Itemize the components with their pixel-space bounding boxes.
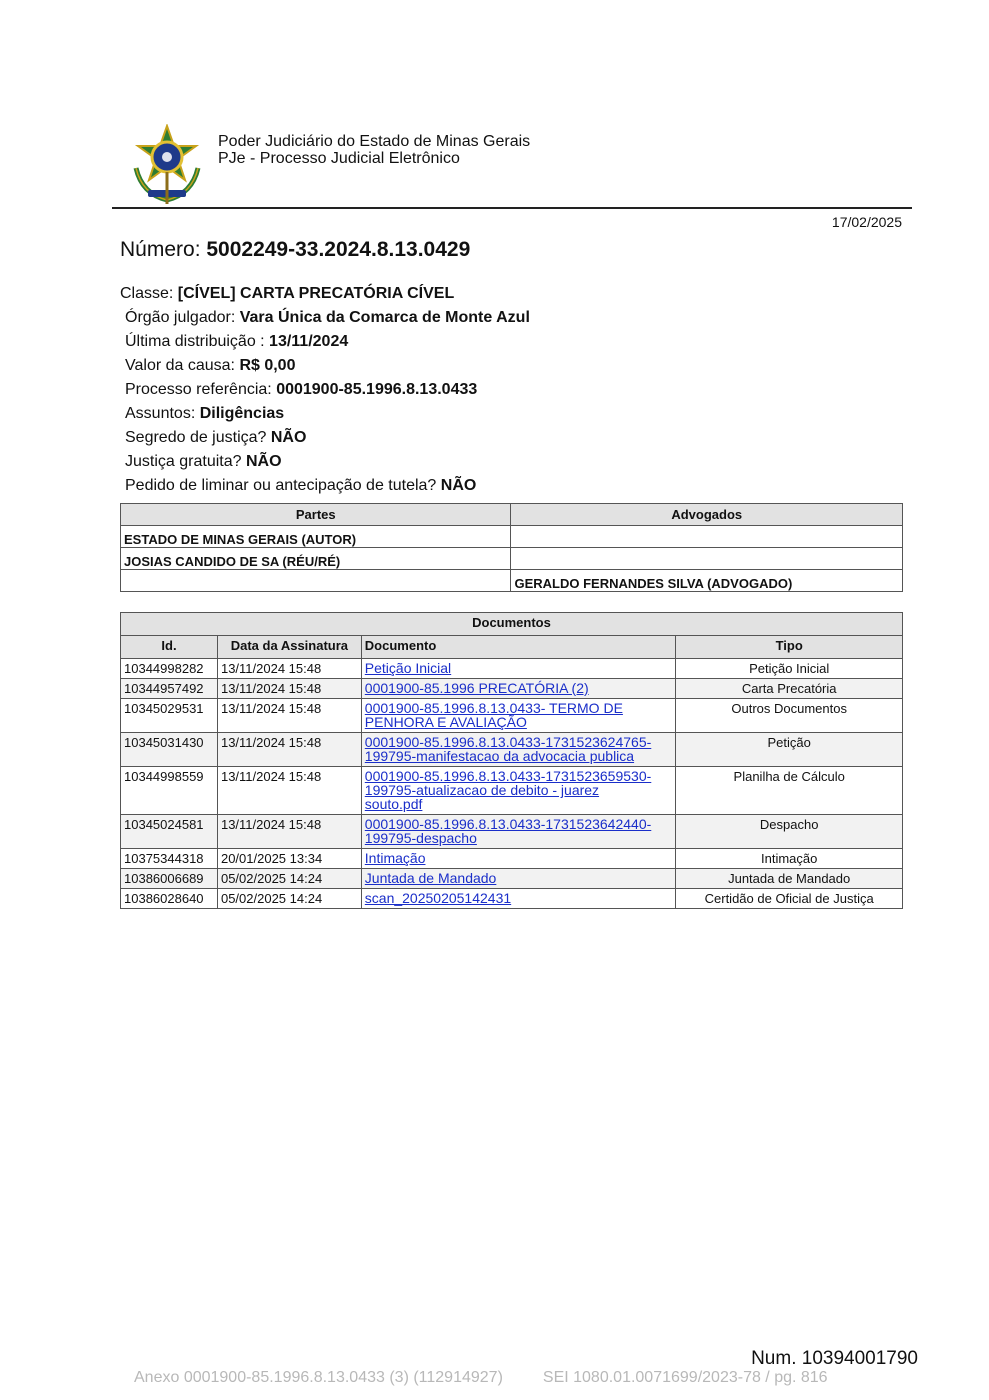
document-link-line: 0001900-85.1996.8.13.0433-1731523659530- (364, 768, 652, 784)
field-classe (120, 283, 530, 307)
field-processo-referencia (120, 379, 530, 403)
document-link[interactable] (365, 769, 652, 811)
parties-header-row (121, 504, 903, 526)
lawyer-cell: GERALDO FERNANDES SILVA (ADVOGADO) (511, 570, 903, 592)
document-link-line: 199795-manifestacao da advocacia publica (364, 748, 635, 764)
field-label: Última distribuição : (125, 333, 270, 350)
document-link-line: 199795-atualizacao de debito - juarez (364, 782, 600, 798)
field-label: Segredo de justiça? (125, 429, 271, 446)
field-label: Pedido de liminar ou antecipação de tutela? (125, 477, 441, 494)
lawyer-cell (511, 548, 903, 570)
document-link-cell (361, 889, 676, 909)
document-link[interactable] (365, 735, 652, 763)
parties-header: Partes (121, 504, 511, 526)
header-divider (112, 207, 912, 209)
field-value: Diligências (199, 405, 285, 422)
signature-date-cell: 13/11/2024 15:48 (217, 659, 361, 679)
document-link-cell (361, 767, 676, 815)
field-value: Vara Única da Comarca de Monte Azul (239, 309, 530, 326)
table-row (121, 570, 903, 592)
document-link[interactable] (365, 851, 426, 865)
document-link-cell (361, 679, 676, 699)
field-justica-gratuita (120, 451, 530, 475)
document-link-line: souto.pdf (364, 796, 423, 812)
document-link-line: 199795-despacho (364, 830, 477, 846)
process-number-label: Número: (120, 238, 207, 261)
document-link-line: 0001900-85.1996.8.13.0433-1731523624765- (364, 734, 652, 750)
process-number-value: 5002249-33.2024.8.13.0429 (206, 238, 471, 261)
table-row (121, 869, 903, 889)
signature-date-cell: 05/02/2025 14:24 (217, 869, 361, 889)
table-row (121, 849, 903, 869)
documents-table (120, 612, 903, 909)
signature-date-cell: 13/11/2024 15:48 (217, 679, 361, 699)
documents-title-row (121, 613, 903, 636)
document-id-cell: 10375344318 (121, 849, 218, 869)
document-link-cell (361, 733, 676, 767)
document-link-cell (361, 659, 676, 679)
document-link[interactable] (365, 891, 511, 905)
document-id-cell: 10345029531 (121, 699, 218, 733)
field-label: Valor da causa: (125, 357, 240, 374)
documents-header-row (121, 636, 903, 659)
table-row (121, 659, 903, 679)
signature-date-cell: 13/11/2024 15:48 (217, 815, 361, 849)
document-type-cell: Intimação (676, 849, 903, 869)
signature-date-cell: 13/11/2024 15:48 (217, 767, 361, 815)
document-id-cell: 10344998282 (121, 659, 218, 679)
document-link-line: Intimação (364, 850, 426, 866)
document-link[interactable] (365, 871, 497, 885)
court-line-2: PJe - Processo Judicial Eletrônico (218, 150, 460, 167)
document-type-cell: Outros Documentos (676, 699, 903, 733)
court-name (218, 133, 530, 167)
document-id-cell: 10386006689 (121, 869, 218, 889)
field-value: [CÍVEL] CARTA PRECATÓRIA CÍVEL (177, 285, 455, 302)
document-link-line: Petição Inicial (364, 660, 452, 676)
document-link[interactable] (365, 817, 652, 845)
field-value: NÃO (270, 429, 307, 446)
document-type-cell: Petição Inicial (676, 659, 903, 679)
field-segredo-justica (120, 427, 530, 451)
field-label: Classe: (120, 285, 178, 302)
document-link-cell (361, 869, 676, 889)
document-type-cell: Juntada de Mandado (676, 869, 903, 889)
document-link-line: scan_20250205142431 (364, 890, 512, 906)
process-number (120, 238, 470, 262)
document-id-cell: 10344998559 (121, 767, 218, 815)
document-link-line: 0001900-85.1996.8.13.0433-1731523642440- (364, 816, 652, 832)
table-row (121, 767, 903, 815)
document-link-cell (361, 699, 676, 733)
document-link-line: 0001900-85.1996 PRECATÓRIA (2) (364, 680, 589, 696)
document-link-line: PENHORA E AVALIAÇÃO (364, 714, 527, 730)
table-row (121, 733, 903, 767)
table-row (121, 679, 903, 699)
signature-date-cell: 13/11/2024 15:48 (217, 699, 361, 733)
field-label: Assuntos: (125, 405, 200, 422)
lawyers-header: Advogados (511, 504, 903, 526)
field-value: R$ 0,00 (239, 357, 296, 374)
document-type-cell: Planilha de Cálculo (676, 767, 903, 815)
document-link[interactable] (365, 701, 623, 729)
document-link-line: Juntada de Mandado (364, 870, 497, 886)
annex-reference: Anexo 0001900-85.1996.8.13.0433 (3) (112914927) (134, 1369, 503, 1386)
field-label: Justiça gratuita? (125, 453, 246, 470)
field-value: NÃO (245, 453, 282, 470)
table-row (121, 889, 903, 909)
table-row (121, 548, 903, 570)
party-cell (121, 570, 511, 592)
signature-date-cell: 05/02/2025 14:24 (217, 889, 361, 909)
document-link-cell (361, 815, 676, 849)
court-line-1: Poder Judiciário do Estado de Minas Gerais (218, 133, 531, 150)
party-cell: ESTADO DE MINAS GERAIS (AUTOR) (121, 526, 511, 548)
table-row (121, 699, 903, 733)
document-id-cell: 10344957492 (121, 679, 218, 699)
table-row (121, 526, 903, 548)
documents-table-body (121, 659, 903, 909)
document-id-cell: 10345031430 (121, 733, 218, 767)
field-label: Órgão julgador: (125, 309, 240, 326)
document-type-cell: Despacho (676, 815, 903, 849)
document-type-cell: Petição (676, 733, 903, 767)
column-header-data: Data da Assinatura (217, 636, 361, 659)
document-type-cell: Carta Precatória (676, 679, 903, 699)
field-valor-causa (120, 355, 530, 379)
table-row (121, 815, 903, 849)
process-info (120, 283, 530, 499)
column-header-tipo: Tipo (676, 636, 903, 659)
field-orgao-julgador (120, 307, 530, 331)
party-cell: JOSIAS CANDIDO DE SA (RÉU/RÉ) (121, 548, 511, 570)
field-value: 0001900-85.1996.8.13.0433 (276, 381, 478, 398)
field-label: Processo referência: (125, 381, 277, 398)
document-id-cell: 10386028640 (121, 889, 218, 909)
document-link-line: 0001900-85.1996.8.13.0433- TERMO DE (364, 700, 623, 716)
document-id-cell: 10345024581 (121, 815, 218, 849)
field-pedido-liminar (120, 475, 530, 499)
field-assuntos (120, 403, 530, 427)
signature-date-cell: 13/11/2024 15:48 (217, 733, 361, 767)
field-ultima-distribuicao (120, 331, 530, 355)
document-link[interactable] (365, 681, 589, 695)
brazil-coat-of-arms-icon (128, 124, 206, 206)
sei-reference: SEI 1080.01.0071699/2023-78 / pg. 816 (542, 1369, 828, 1386)
lawyer-cell (511, 526, 903, 548)
document-type-cell: Certidão de Oficial de Justiça (676, 889, 903, 909)
signature-date-cell: 20/01/2025 13:34 (217, 849, 361, 869)
document-link[interactable] (365, 661, 451, 675)
documents-title: Documentos (121, 613, 903, 636)
column-header-documento: Documento (361, 636, 676, 659)
annex-footer (134, 1369, 828, 1387)
parties-table (120, 503, 903, 592)
document-num: Num. 10394001790 (751, 1348, 918, 1369)
document-date: 17/02/2025 (831, 214, 902, 230)
field-value: 13/11/2024 (269, 333, 349, 350)
column-header-id: Id. (121, 636, 218, 659)
document-link-cell (361, 849, 676, 869)
field-value: NÃO (440, 477, 477, 494)
